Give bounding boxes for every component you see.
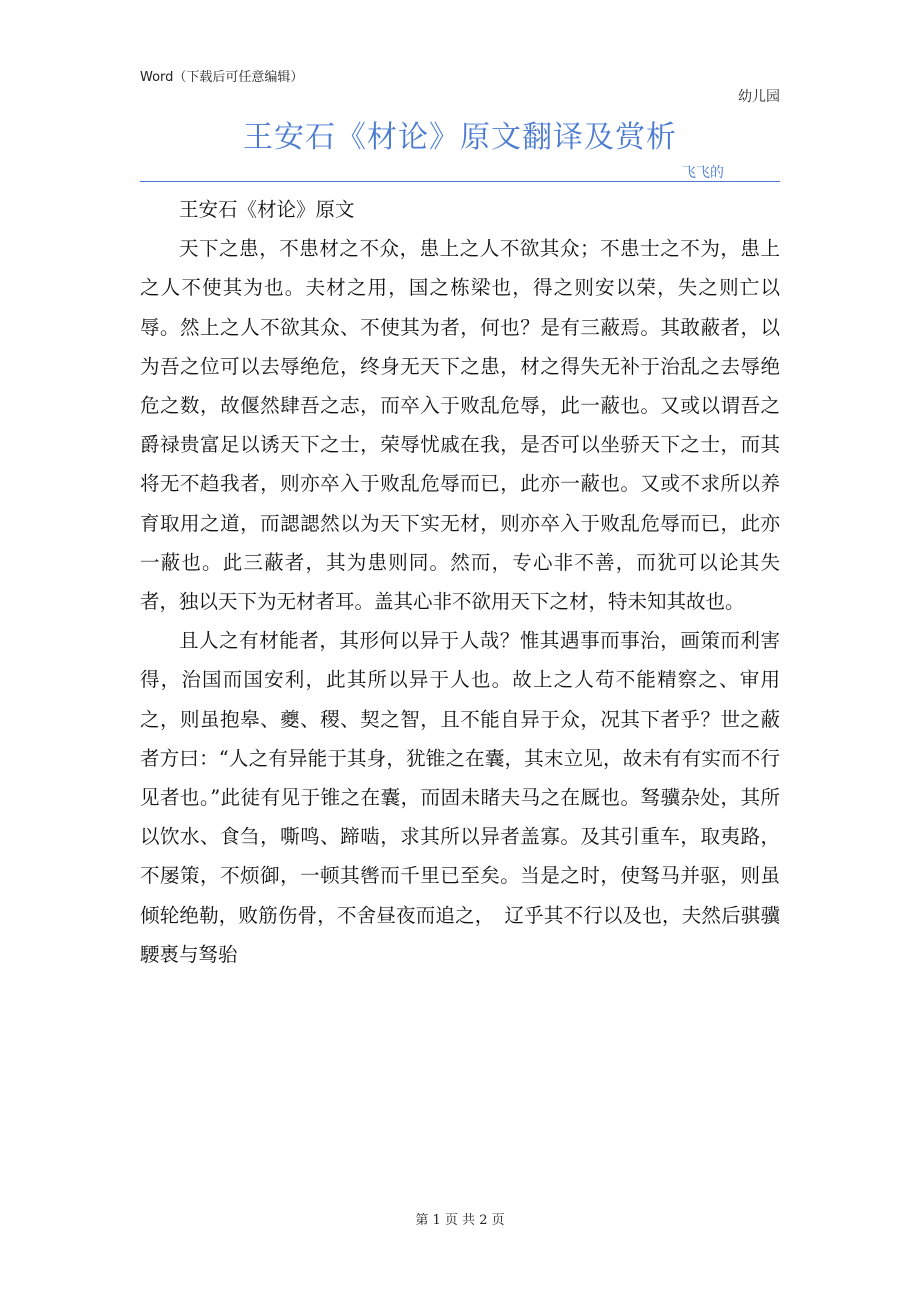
title-divider	[140, 181, 780, 182]
document-body	[140, 190, 780, 974]
section-heading: 王安石《材论》原文	[179, 198, 355, 221]
paragraph-1: 天下之患，不患材之不众，患上之人不欲其众；不患士之不为，患上之人不使其为也。夫材之用，国之栋梁也，得之则安以荣，失之则亡以辱。然上之人不欲其众、不使其为者，何也？是有三蔽焉。其敢蔽者，以为吾之位可以去辱绝危，终身无天下之患，材之得失无补于治乱之去辱绝危之数，故偃然肆吾之志，而卒入于败乱危辱，此一蔽也。又或以谓吾之爵禄贵富足以诱天下之士，荣辱忧戚在我，是否可以坐骄天下之士，而其将无不趋我者，则亦卒入于败乱危辱而已，此亦一蔽也。又或不求所以养育取用之道，而諰諰然以为天下实无材，则亦卒入于败乱危辱而已，此亦一蔽也。此三蔽者，其为患则同。然而，专心非不善，而犹可以论其失者，独以天下为无材者耳。盖其心非不欲用天下之材，特未知其故也。	[140, 237, 780, 614]
author-name: 飞飞的	[682, 165, 724, 181]
header-right-text: 幼儿园	[738, 89, 780, 105]
page-footer: 第 1 页 共 2 页	[415, 1213, 505, 1228]
paragraph-2: 且人之有材能者，其形何以异于人哉？惟其遇事而事治，画策而利害得，治国而国安利，此其所以异于人也。故上之人苟不能精察之、审用之，则虽抱皋、夔、稷、契之智，且不能自异于众，况其下者乎？世之蔽者方曰：“人之有异能于其身，犹锥之在囊，其末立见，故未有有实而不行见者也。”此徒有见于锥之在囊，而固未睹夫马之在厩也。驽骥杂处，其所以饮水、食刍，嘶鸣、蹄啮，求其所以异者盖寡。及其引重车，取夷路，不屡策，不烦御，一顿其辔而千里已至矣。当是之时，使驽马并驱，则虽倾轮绝勒，败筋伤骨，不舍昼夜而追之， 辽乎其不行以及也，夫然后骐骥騕褭与驽骀	[140, 629, 780, 966]
document-title: 王安石《材论》原文翻译及赏析	[243, 120, 677, 155]
header-left-text: Word（下载后可任意编辑）	[140, 70, 304, 85]
